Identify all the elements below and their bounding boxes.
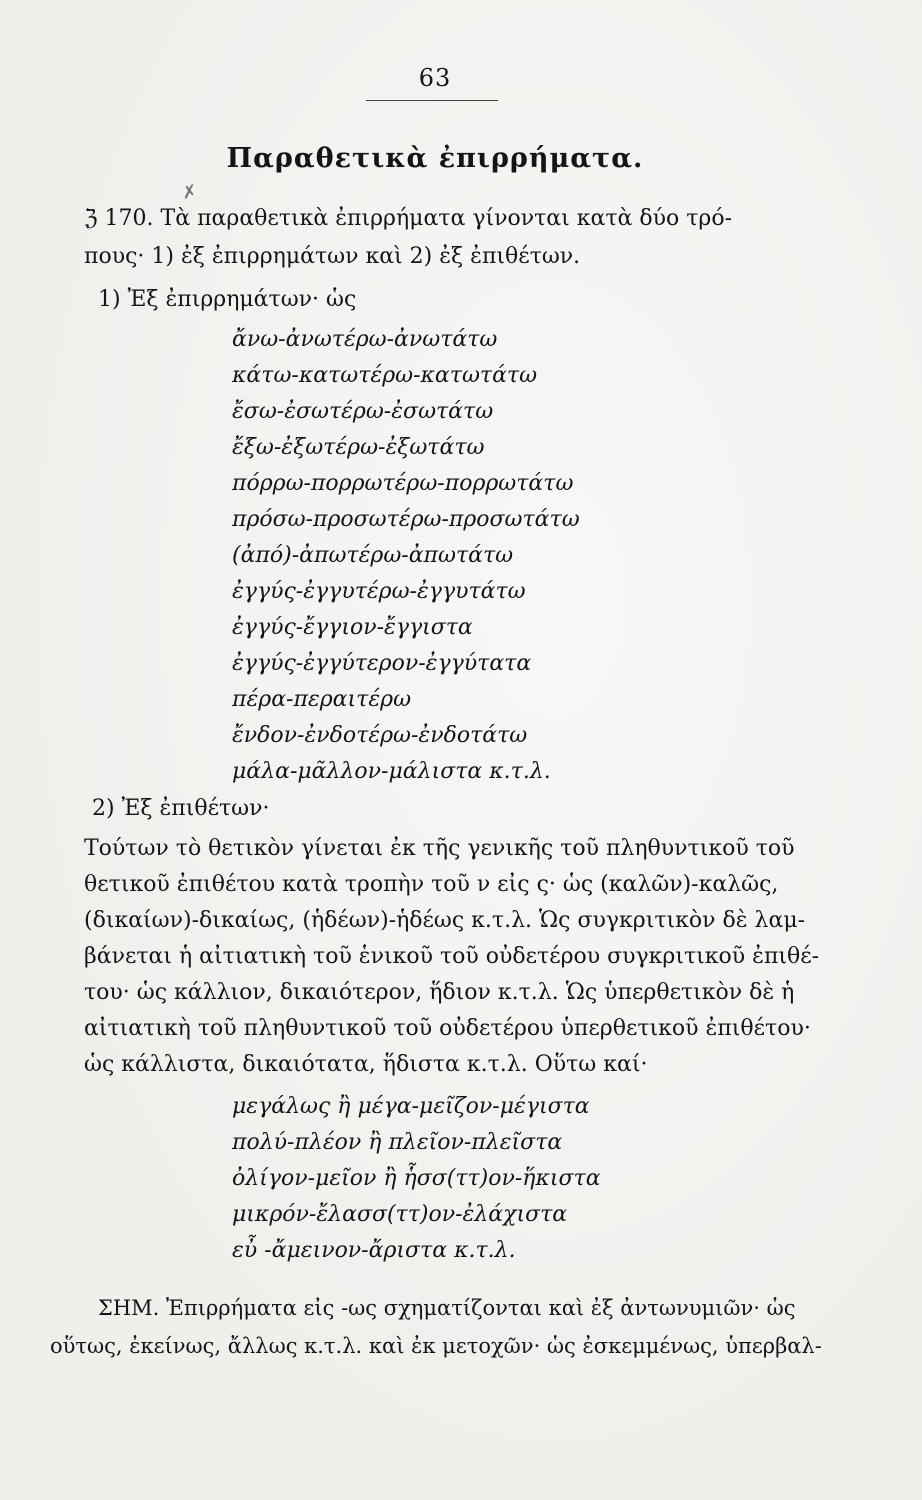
body-line: του· ὡς κάλλιον, δικαιότερον, ἥδιον κ.τ.λ. Ὡς ὑπερθετικὸν δὲ ἡ bbox=[84, 980, 795, 1005]
pencil-mark: ✗ bbox=[180, 180, 199, 205]
body-line: ὡς κάλλιστα, δικαιότατα, ἥδιστα κ.τ.λ. Οὕτω καί· bbox=[84, 1052, 648, 1077]
note-line-2: οὕτως, ἐκείνως, ἄλλως κ.τ.λ. καὶ ἐκ μετοχῶν· ὡς ἐσκεμμένως, ὑπερβαλ- bbox=[50, 1334, 822, 1358]
list-item: πέρα-περαιτέρω bbox=[232, 687, 412, 712]
list-item: πόρρω-πορρωτέρω-πορρωτάτω bbox=[232, 471, 574, 496]
section-number: ℨ 170. bbox=[84, 206, 154, 231]
list-item: (ἀπό)-ἀπωτέρω-ἀπωτάτω bbox=[232, 543, 514, 568]
list-item: ἄνω-ἀνωτέρω-ἀνωτάτω bbox=[232, 327, 498, 352]
list-item: πρόσω-προσωτέρω-προσωτάτω bbox=[232, 507, 580, 532]
note-line-1: ΣΗΜ. Ἐπιρρήματα εἰς -ως σχηματίζονται καὶ ἐξ ἀντωνυμιῶν· ὡς bbox=[98, 1296, 796, 1320]
list-item: κάτω-κατωτέρω-κατωτάτω bbox=[232, 363, 538, 388]
list-item: μεγάλως ἢ μέγα-μεῖζον-μέγιστα bbox=[232, 1094, 590, 1119]
body-line: βάνεται ἡ αἰτιατικὴ τοῦ ἑνικοῦ τοῦ οὐδετέρου συγκριτικοῦ ἐπιθέ- bbox=[84, 944, 820, 969]
list-item: ἔνδον-ἐνδοτέρω-ἐνδοτάτω bbox=[232, 723, 528, 748]
section-line-1 bbox=[84, 206, 732, 231]
body-line: (δικαίων)-δικαίως, (ἡδέων)-ἡδέως κ.τ.λ. Ὡς συγκριτικὸν δὲ λαμ- bbox=[84, 908, 806, 933]
section-intro: Τὰ παραθετικὰ ἐπιρρήματα γίνονται κατὰ δύο τρό- bbox=[160, 206, 733, 231]
list-item: πολύ-πλέον ἢ πλεῖον-πλεῖστα bbox=[232, 1130, 563, 1155]
list-item: ἐγγύς-ἐγγύτερον-ἐγγύτατα bbox=[232, 651, 532, 676]
section-line-2: πους· 1) ἐξ ἐπιρρημάτων καὶ 2) ἐξ ἐπιθέτων. bbox=[84, 244, 581, 269]
list-item: μικρόν-ἔλασσ(ττ)ον-ἐλάχιστα bbox=[232, 1202, 568, 1227]
body-line: αἰτιατικὴ τοῦ πληθυντικοῦ τοῦ οὐδετέρου ὑπερθετικοῦ ἐπιθέτου· bbox=[84, 1016, 811, 1041]
subsection-1-heading: 1) Ἐξ ἐπιρρημάτων· ὡς bbox=[98, 287, 357, 312]
list-item: μάλα-μᾶλλον-μάλιστα κ.τ.λ. bbox=[232, 759, 551, 784]
subsection-2-heading: 2) Ἐξ ἐπιθέτων· bbox=[92, 796, 270, 821]
section-title: Παραθετικὰ ἐπιρρήματα. bbox=[226, 143, 644, 174]
list-item: ἔσω-ἐσωτέρω-ἐσωτάτω bbox=[232, 399, 494, 424]
body-line: Τούτων τὸ θετικὸν γίνεται ἐκ τῆς γενικῆς τοῦ πληθυντικοῦ τοῦ bbox=[84, 836, 795, 861]
page-number: 63 bbox=[418, 64, 452, 92]
list-item: ἐγγύς-ἔγγιον-ἔγγιστα bbox=[232, 615, 473, 640]
header-rule bbox=[366, 100, 498, 101]
list-item: ἔξω-ἐξωτέρω-ἐξωτάτω bbox=[232, 435, 485, 460]
list-item: ἐγγύς-ἐγγυτέρω-ἐγγυτάτω bbox=[232, 579, 526, 604]
list-item: ὀλίγον-μεῖον ἢ ἧσσ(ττ)ον-ἥκιστα bbox=[232, 1166, 601, 1191]
list-item: εὖ -ἄμεινον-ἄριστα κ.τ.λ. bbox=[232, 1238, 516, 1263]
body-line: θετικοῦ ἐπιθέτου κατὰ τροπὴν τοῦ ν εἰς ς· ὡς (καλῶν)-καλῶς, bbox=[84, 872, 779, 897]
